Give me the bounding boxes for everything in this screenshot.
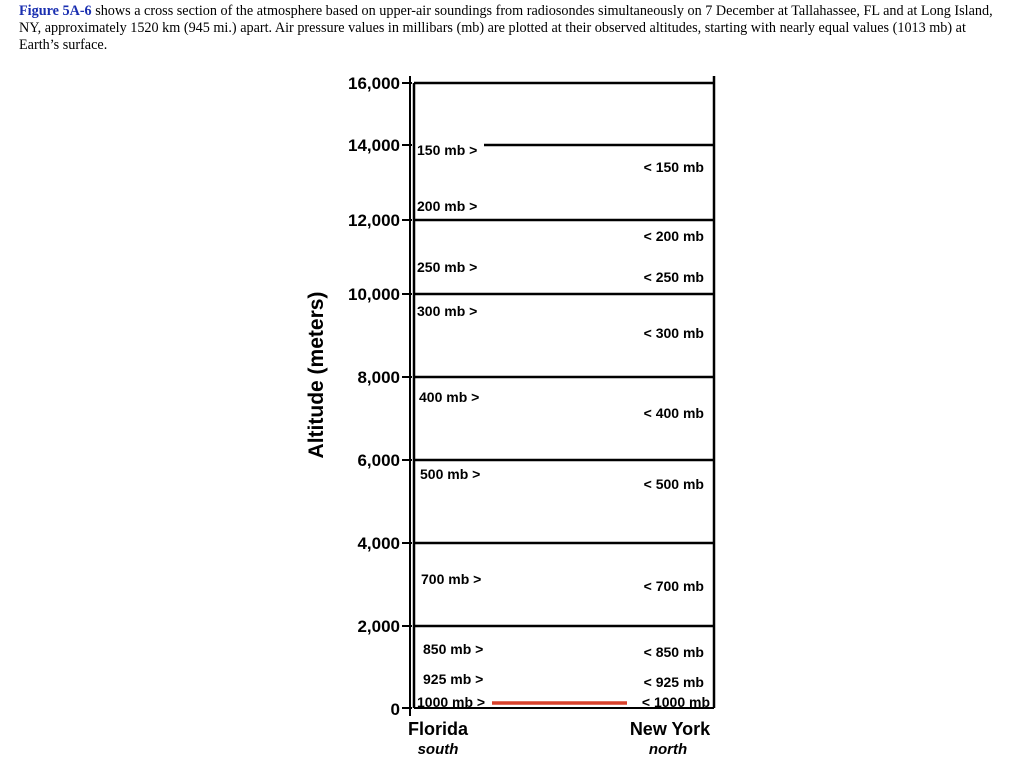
direction-north: north	[648, 741, 688, 758]
y-tick-6000: 6,000	[357, 451, 400, 470]
fl-label-500: 500 mb >	[420, 466, 481, 482]
fl-label-850: 850 mb >	[423, 641, 484, 657]
fl-label-200: 200 mb >	[417, 198, 478, 214]
ny-label-700: < 700 mb	[643, 578, 704, 594]
y-tick-16000: 16,000	[348, 74, 400, 93]
ny-label-200: < 200 mb	[643, 228, 704, 244]
y-tick-2000: 2,000	[357, 617, 400, 636]
ny-label-1000: < 1000 mb	[641, 694, 710, 710]
fl-label-925: 925 mb >	[423, 671, 484, 687]
fl-label-250: 250 mb >	[417, 259, 478, 275]
station-new-york: New York	[629, 719, 711, 739]
y-axis-label: Altitude (meters)	[305, 291, 328, 459]
direction-south: south	[417, 741, 459, 758]
y-tick-12000: 12,000	[348, 211, 400, 230]
y-tick-0: 0	[390, 700, 400, 719]
y-tick-14000: 14,000	[348, 136, 400, 155]
ny-label-250: < 250 mb	[643, 269, 704, 285]
y-tick-10000: 10,000	[348, 285, 400, 304]
fl-label-300: 300 mb >	[417, 303, 478, 319]
ny-label-850: < 850 mb	[643, 644, 704, 660]
station-florida: Florida	[407, 719, 469, 739]
fl-label-400: 400 mb >	[419, 389, 480, 405]
y-tick-4000: 4,000	[357, 534, 400, 553]
ny-label-400: < 400 mb	[643, 405, 704, 421]
y-axis	[348, 74, 412, 719]
newyork-pressure-labels	[642, 159, 710, 710]
fl-label-1000: 1000 mb >	[417, 694, 486, 710]
ny-label-500: < 500 mb	[643, 476, 704, 492]
caption-text: shows a cross section of the atmosphere based on upper-air soundings from radiosondes simultaneously on 7 December at Tallahassee, FL and at Long Island, NY, approximately 1520 km (945 mi.) apart. Air pressure values in millibars (mb) are plotted at their observed altitudes, starting with nearly equal values (1013 mb) at Earth’s surface.	[19, 3, 993, 53]
ny-label-925: < 925 mb	[643, 674, 704, 690]
ny-label-300: < 300 mb	[643, 325, 704, 341]
fl-label-700: 700 mb >	[421, 571, 482, 587]
figure-reference: Figure 5A-6	[19, 3, 92, 19]
ny-label-150: < 150 mb	[643, 159, 704, 175]
y-tick-8000: 8,000	[357, 368, 400, 387]
fl-label-150: 150 mb >	[417, 142, 478, 158]
